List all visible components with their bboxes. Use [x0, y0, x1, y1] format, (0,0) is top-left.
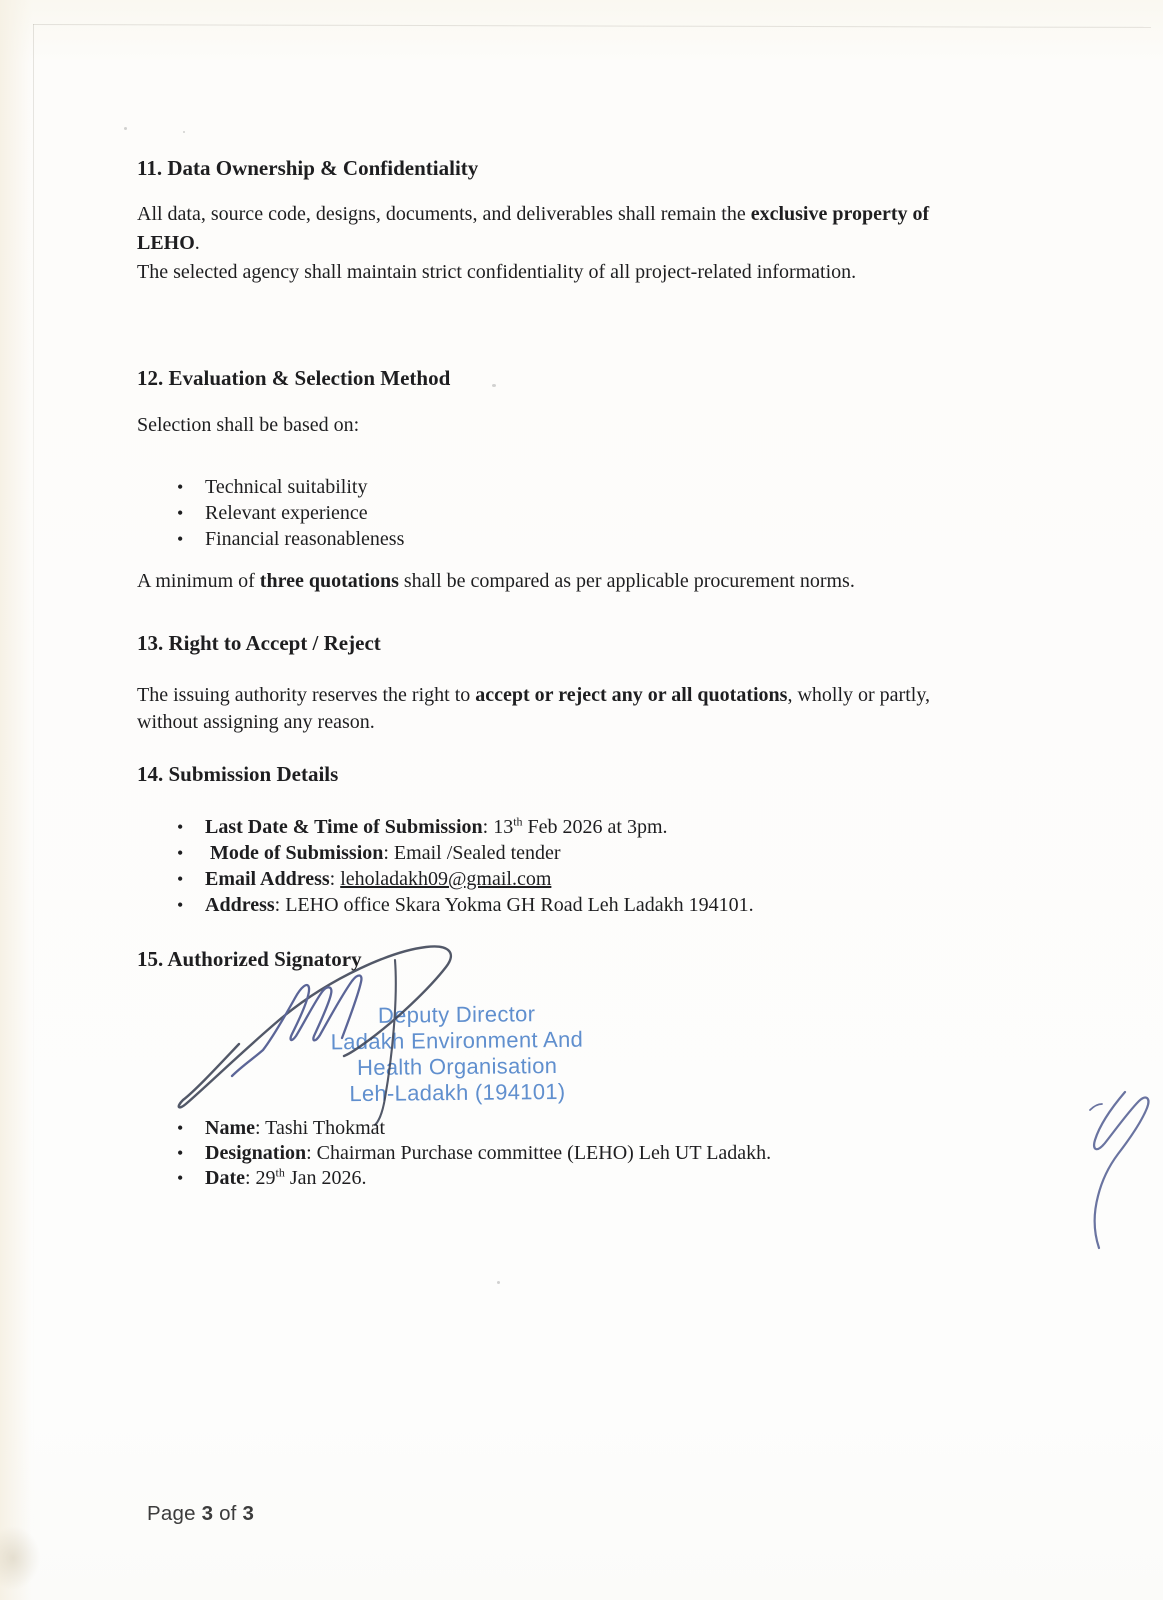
- section-12-intro: [137, 414, 359, 437]
- paragraph-line: A minimum of three quotations shall be compared as per applicable procurement norms.: [137, 570, 855, 592]
- section-13-paragraph: [137, 682, 930, 736]
- paragraph-line: LEHO.: [137, 232, 200, 254]
- list-item: [137, 500, 404, 526]
- scan-edge-shading: [0, 0, 32, 1600]
- submission-address-item: • Address: LEHO office Skara Yokma GH Road Leh Ladakh 194101.: [137, 892, 754, 918]
- scan-speck: [183, 131, 185, 133]
- scan-speck: [124, 127, 127, 130]
- list-item-text: Financial reasonableness: [205, 528, 405, 550]
- stamp-line-org2: Health Organisation: [356, 1052, 558, 1081]
- section-12-note: [137, 570, 855, 593]
- scan-smudge: [0, 1526, 40, 1590]
- section-11-paragraph: [137, 200, 929, 287]
- section-14-heading: 14. Submission Details: [137, 762, 339, 786]
- submission-details-list: [137, 814, 754, 918]
- signatory-designation-item: • Designation: Chairman Purchase committee (LEHO) Leh UT Ladakh.: [137, 1141, 771, 1166]
- stamp-line-org1: Ladakh Environment And: [330, 1026, 584, 1055]
- paragraph-line: without assigning any reason.: [137, 711, 375, 733]
- page-edge-line-top: [33, 24, 1151, 28]
- paragraph-line: Selection shall be based on:: [137, 414, 360, 436]
- scan-speck: [492, 384, 496, 387]
- paragraph-line: The issuing authority reserves the right to accept or reject any or all quotations, wholly or partly,: [137, 684, 931, 706]
- organization-stamp: [323, 1001, 590, 1108]
- page-edge-line-left: [33, 24, 34, 1584]
- stamp-line-title: Deputy Director: [377, 1001, 536, 1028]
- list-item-text: Technical suitability: [205, 476, 368, 498]
- submission-last-date-item: • Last Date & Time of Submission: 13th Feb 2026 at 3pm.: [137, 814, 754, 840]
- section-12-heading: 12. Evaluation & Selection Method: [137, 366, 451, 390]
- section-11-heading: 11. Data Ownership & Confidentiality: [137, 156, 479, 180]
- list-item: [137, 474, 404, 500]
- list-item-text: Relevant experience: [205, 502, 368, 524]
- list-item: [137, 526, 404, 552]
- signatory-name-item: • Name: Tashi Thokmat: [137, 1116, 771, 1141]
- signatory-details-list: [137, 1116, 771, 1191]
- signatory-date-item: • Date: 29th Jan 2026.: [137, 1166, 771, 1191]
- submission-email-item: • Email Address: leholadakh09@gmail.com: [137, 866, 754, 892]
- submission-mode-item: • Mode of Submission: Email /Sealed tender: [137, 840, 754, 866]
- section-13-heading: 13. Right to Accept / Reject: [137, 631, 381, 655]
- evaluation-criteria-list: [137, 474, 404, 552]
- scan-speck: [497, 1281, 500, 1284]
- stamp-line-place: Leh-Ladakh (194101): [349, 1078, 566, 1107]
- page-number: Page 3 of 3: [147, 1502, 255, 1525]
- paragraph-line: All data, source code, designs, documents, and deliverables shall remain the exclusive property of: [137, 203, 930, 225]
- margin-signature-ink: [1072, 1072, 1163, 1262]
- paragraph-line: The selected agency shall maintain strict confidentiality of all project-related information.: [137, 261, 857, 283]
- section-15-heading: 15. Authorized Signatory: [137, 947, 362, 971]
